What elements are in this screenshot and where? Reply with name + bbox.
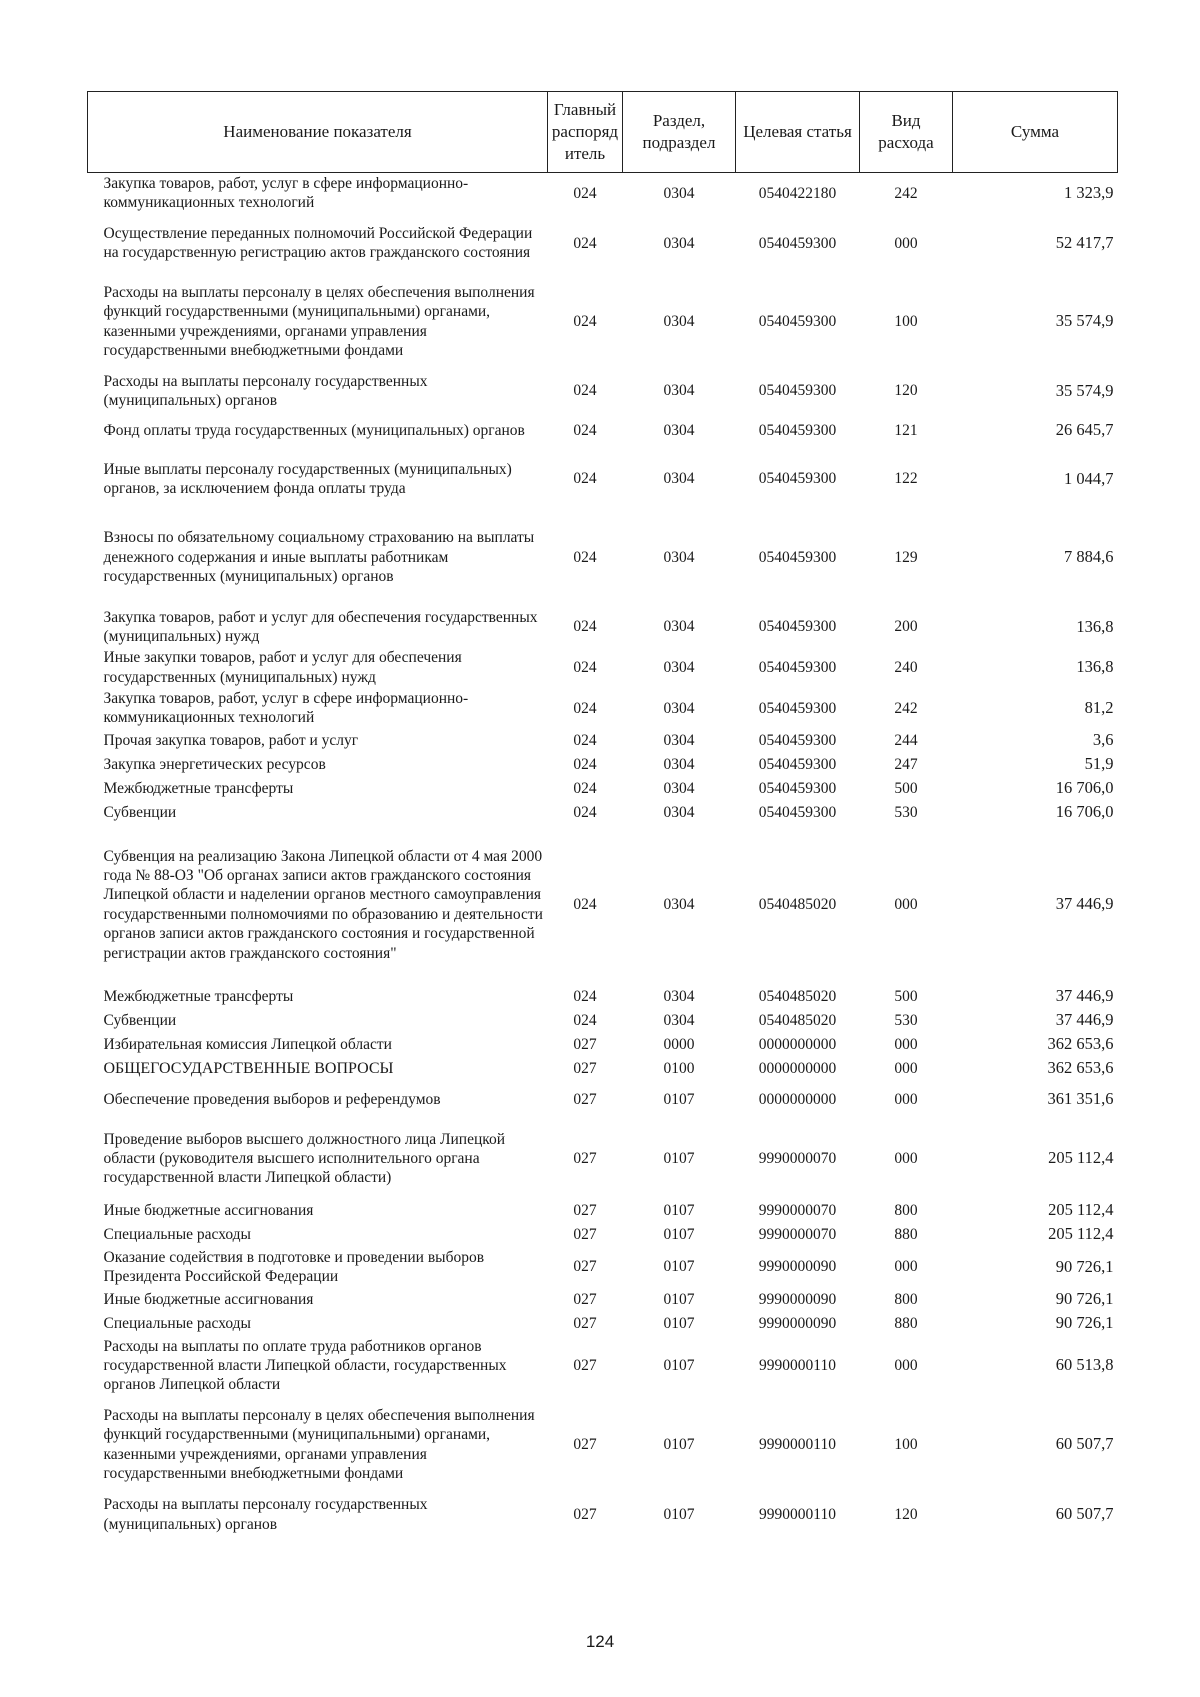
row-chief-administrator: 027 (573, 1356, 597, 1374)
row-name: Иные выплаты персоналу государственных (муниципальных) органов, за исключением фонда оплаты труда (103, 460, 512, 497)
row-section: 0107 (663, 1091, 695, 1109)
row-target-article: 0540459300 (758, 421, 837, 439)
row-expense-type: 242 (894, 699, 918, 717)
row-section: 0107 (663, 1356, 695, 1374)
row-target-article: 0540459300 (758, 313, 837, 331)
row-amount: 1 323,9 (1064, 183, 1114, 203)
table-row (88, 1247, 1118, 1288)
row-amount: 35 574,9 (1055, 380, 1114, 400)
row-expense-type: 242 (894, 184, 918, 202)
row-section: 0304 (663, 382, 695, 400)
table-row (88, 1009, 1118, 1033)
row-target-article: 9990000110 (759, 1435, 836, 1453)
row-name: Расходы на выплаты персоналу государственных (муниципальных) органов (103, 372, 428, 410)
row-amount: 16 706,0 (1055, 802, 1114, 822)
row-target-article: 9990000110 (759, 1356, 836, 1374)
row-name: Оказание содействия в подготовке и проведении выборов Президента Российской Федерации (103, 1248, 485, 1286)
header-rz: Раздел, подраздел (623, 92, 736, 173)
row-chief-administrator: 024 (573, 658, 597, 676)
row-expense-type: 100 (894, 313, 918, 331)
row-amount: 7 884,6 (1064, 547, 1114, 567)
row-target-article: 0540459300 (758, 756, 837, 774)
row-target-article: 0000000000 (758, 1091, 837, 1109)
row-amount: 136,8 (1076, 616, 1114, 636)
row-section: 0304 (663, 313, 695, 331)
row-expense-type: 000 (894, 1091, 918, 1109)
row-amount: 362 653,6 (1047, 1034, 1114, 1054)
row-amount: 35 574,9 (1055, 311, 1114, 331)
row-target-article: 0540459300 (758, 548, 837, 566)
table-header (88, 92, 1118, 173)
header-vr: Вид расхода (860, 92, 953, 173)
row-chief-administrator: 024 (573, 1012, 597, 1030)
row-name: Иные бюджетные ассигнования (103, 1290, 314, 1308)
table-body (88, 173, 1118, 1536)
row-section: 0107 (663, 1290, 695, 1308)
row-chief-administrator: 027 (573, 1202, 597, 1220)
row-amount: 205 112,4 (1048, 1200, 1114, 1220)
table-row (88, 729, 1118, 753)
table-row (88, 607, 1118, 648)
row-target-article: 0540459300 (758, 732, 837, 750)
row-name: Избирательная комиссия Липецкой области (103, 1036, 392, 1054)
table-row (88, 273, 1118, 371)
row-amount: 60 507,7 (1055, 1434, 1114, 1454)
table-row (88, 1312, 1118, 1336)
row-section: 0304 (663, 988, 695, 1006)
row-section: 0304 (663, 1012, 695, 1030)
row-amount: 362 653,6 (1047, 1058, 1114, 1078)
table-row (88, 371, 1118, 412)
row-target-article: 9990000110 (759, 1505, 836, 1523)
row-section: 0304 (663, 234, 695, 252)
row-section: 0000 (663, 1036, 695, 1054)
row-expense-type: 122 (894, 470, 918, 488)
table-row (88, 801, 1118, 825)
row-name: Расходы на выплаты персоналу государственных (муниципальных) органов (103, 1496, 428, 1533)
row-chief-administrator: 027 (573, 1060, 597, 1078)
table-row (88, 1396, 1118, 1494)
row-amount: 37 446,9 (1055, 894, 1114, 914)
row-name: Закупка товаров, работ, услуг в сфере информационно-коммуникационных технологий (103, 175, 469, 212)
row-amount: 361 351,6 (1047, 1089, 1114, 1109)
row-expense-type: 880 (894, 1226, 918, 1244)
row-name: Расходы на выплаты персоналу в целях обеспечения выполнения функций государственными (муниципальными) органами, казенными учреждениями, органами управления государственными внебюджетными фондами (103, 1406, 535, 1482)
row-name: Фонд оплаты труда государственных (муниципальных) органов (103, 421, 525, 439)
row-amount: 81,2 (1084, 698, 1114, 718)
row-section: 0304 (663, 184, 695, 202)
table-row (88, 1057, 1118, 1081)
row-amount: 51,9 (1084, 754, 1114, 774)
row-expense-type: 129 (894, 548, 918, 566)
row-expense-type: 000 (894, 896, 918, 914)
row-amount: 90 726,1 (1055, 1256, 1114, 1276)
row-name: Расходы на выплаты персоналу в целях обеспечения выполнения функций государственными (муниципальными) органами, казенными учреждениями, органами управления государственными внебюджетными фондами (103, 284, 535, 360)
row-chief-administrator: 027 (573, 1091, 597, 1109)
budget-table (87, 91, 1118, 1536)
row-name: Иные бюджетные ассигнования (103, 1202, 314, 1220)
row-section: 0304 (663, 548, 695, 566)
row-expense-type: 000 (894, 1150, 918, 1168)
page-number: 124 (585, 1632, 615, 1651)
row-chief-administrator: 024 (573, 780, 597, 798)
row-chief-administrator: 027 (573, 1150, 597, 1168)
row-section: 0304 (663, 699, 695, 717)
row-expense-type: 500 (894, 780, 918, 798)
row-chief-administrator: 024 (573, 804, 597, 822)
row-section: 0304 (663, 804, 695, 822)
row-name: Иные закупки товаров, работ и услуг для обеспечения государственных (муниципальных) нужд (103, 649, 462, 686)
table-row (88, 1199, 1118, 1223)
row-section: 0304 (663, 896, 695, 914)
row-name: Специальные расходы (103, 1314, 251, 1332)
table-row (88, 825, 1118, 985)
table-row (88, 450, 1118, 509)
row-amount: 60 513,8 (1055, 1355, 1114, 1375)
row-chief-administrator: 024 (573, 732, 597, 750)
table-row (88, 753, 1118, 777)
row-expense-type: 000 (894, 1036, 918, 1054)
row-name: Межбюджетные трансферты (103, 780, 294, 798)
row-name: Субвенция на реализацию Закона Липецкой области от 4 мая 2000 года № 88-ОЗ "Об органах записи актов гражданского состояния Липецкой области и наделении органов местного самоуправления государственными полномочиями по образованию и деятельности органов записи актов гражданского состояния и государственной регистрации актов гражданского состояния" (103, 847, 543, 962)
row-expense-type: 880 (894, 1314, 918, 1332)
row-name: Расходы на выплаты по оплате труда работников органов государственной власти Липецкой области, государственных органов Липецкой области (103, 1337, 507, 1394)
header-name: Наименование показателя (88, 92, 548, 173)
row-section: 0100 (663, 1060, 695, 1078)
row-target-article: 0000000000 (758, 1060, 837, 1078)
header-sum: Сумма (953, 92, 1118, 173)
row-amount: 52 417,7 (1055, 232, 1114, 252)
row-name: Осуществление переданных полномочий Российской Федерации на государственную регистрацию актов гражданского состояния (103, 224, 533, 262)
row-amount: 205 112,4 (1048, 1148, 1114, 1168)
row-name: Межбюджетные трансферты (103, 988, 294, 1006)
row-expense-type: 100 (894, 1435, 918, 1453)
row-chief-administrator: 027 (573, 1290, 597, 1308)
row-section: 0107 (663, 1435, 695, 1453)
row-amount: 60 507,7 (1055, 1504, 1114, 1524)
row-expense-type: 800 (894, 1290, 918, 1308)
row-name: Обеспечение проведения выборов и референдумов (103, 1091, 441, 1109)
row-name: Проведение выборов высшего должностного лица Липецкой области (руководителя высшего исполнительного органа государственной власти Липецкой области) (103, 1130, 506, 1187)
row-target-article: 0540459300 (758, 618, 837, 636)
row-amount: 205 112,4 (1048, 1224, 1114, 1244)
row-target-article: 0540485020 (758, 1012, 837, 1030)
table-row (88, 1288, 1118, 1312)
row-amount: 3,6 (1092, 730, 1114, 750)
row-chief-administrator: 027 (573, 1036, 597, 1054)
table-row (88, 1119, 1118, 1199)
row-chief-administrator: 024 (573, 896, 597, 914)
row-target-article: 0540459300 (758, 470, 837, 488)
table-row (88, 1033, 1118, 1057)
table-row (88, 173, 1118, 214)
row-name: Закупка товаров, работ, услуг в сфере информационно-коммуникационных технологий (103, 690, 469, 727)
table-row (88, 509, 1118, 607)
row-chief-administrator: 024 (573, 756, 597, 774)
row-chief-administrator: 024 (573, 618, 597, 636)
row-name: Субвенции (103, 804, 177, 822)
header-gr: Главный распоряд итель (548, 92, 623, 173)
row-section: 0304 (663, 658, 695, 676)
row-chief-administrator: 027 (573, 1226, 597, 1244)
row-section: 0304 (663, 780, 695, 798)
row-expense-type: 000 (894, 234, 918, 252)
row-target-article: 0540459300 (758, 658, 837, 676)
row-section: 0107 (663, 1202, 695, 1220)
row-target-article: 9990000090 (758, 1258, 837, 1276)
row-expense-type: 121 (894, 421, 918, 439)
table-row (88, 412, 1118, 450)
row-chief-administrator: 024 (573, 988, 597, 1006)
row-target-article: 0540485020 (758, 988, 837, 1006)
row-expense-type: 530 (894, 804, 918, 822)
table-row (88, 1081, 1118, 1119)
row-target-article: 9990000070 (758, 1150, 837, 1168)
row-section: 0107 (663, 1226, 695, 1244)
row-section: 0107 (663, 1505, 695, 1523)
row-expense-type: 000 (894, 1356, 918, 1374)
row-chief-administrator: 027 (573, 1258, 597, 1276)
row-expense-type: 120 (894, 1505, 918, 1523)
row-chief-administrator: 027 (573, 1505, 597, 1523)
row-expense-type: 240 (894, 658, 918, 676)
row-expense-type: 000 (894, 1060, 918, 1078)
row-expense-type: 200 (894, 618, 918, 636)
row-target-article: 0540422180 (758, 184, 837, 202)
row-expense-type: 244 (894, 732, 918, 750)
row-target-article: 9990000090 (758, 1314, 837, 1332)
row-section: 0107 (663, 1150, 695, 1168)
row-name: Взносы по обязательному социальному страхованию на выплаты денежного содержания и иные выплаты работникам государственных (муниципальных) органов (103, 529, 535, 586)
table-row (88, 777, 1118, 801)
row-expense-type: 530 (894, 1012, 918, 1030)
table-row (88, 1223, 1118, 1247)
row-name: Специальные расходы (103, 1226, 251, 1244)
row-amount: 136,8 (1076, 657, 1114, 677)
row-chief-administrator: 024 (573, 699, 597, 717)
row-target-article: 0540459300 (758, 780, 837, 798)
header-cs: Целевая статья (736, 92, 860, 173)
row-chief-administrator: 024 (573, 313, 597, 331)
row-name: Закупка товаров, работ и услуг для обеспечения государственных (муниципальных) нужд (103, 608, 538, 645)
row-section: 0107 (663, 1258, 695, 1276)
table-row (88, 647, 1118, 688)
row-target-article: 0540485020 (758, 896, 837, 914)
row-chief-administrator: 024 (573, 234, 597, 252)
row-target-article: 0000000000 (758, 1036, 837, 1054)
row-amount: 26 645,7 (1055, 420, 1114, 440)
row-target-article: 9990000070 (758, 1202, 837, 1220)
table-row (88, 1336, 1118, 1396)
row-section: 0107 (663, 1314, 695, 1332)
row-target-article: 9990000090 (758, 1290, 837, 1308)
row-chief-administrator: 027 (573, 1314, 597, 1332)
row-amount: 16 706,0 (1055, 778, 1114, 798)
table-row (88, 214, 1118, 273)
row-section: 0304 (663, 470, 695, 488)
row-section: 0304 (663, 421, 695, 439)
row-chief-administrator: 024 (573, 470, 597, 488)
row-amount: 37 446,9 (1055, 986, 1114, 1006)
row-target-article: 0540459300 (758, 699, 837, 717)
table-row (88, 985, 1118, 1009)
row-target-article: 0540459300 (758, 234, 837, 252)
row-expense-type: 000 (894, 1258, 918, 1276)
row-name: ОБЩЕГОСУДАРСТВЕННЫЕ ВОПРОСЫ (103, 1059, 394, 1077)
row-amount: 90 726,1 (1055, 1313, 1114, 1333)
row-target-article: 0540459300 (758, 804, 837, 822)
row-expense-type: 247 (894, 756, 918, 774)
row-section: 0304 (663, 756, 695, 774)
row-chief-administrator: 024 (573, 184, 597, 202)
row-chief-administrator: 027 (573, 1435, 597, 1453)
row-chief-administrator: 024 (573, 421, 597, 439)
row-section: 0304 (663, 618, 695, 636)
row-name: Субвенции (103, 1012, 177, 1030)
row-chief-administrator: 024 (573, 382, 597, 400)
table-row (88, 1494, 1118, 1536)
row-amount: 37 446,9 (1055, 1010, 1114, 1030)
row-target-article: 9990000070 (758, 1226, 837, 1244)
row-section: 0304 (663, 732, 695, 750)
row-expense-type: 120 (894, 382, 918, 400)
row-expense-type: 800 (894, 1202, 918, 1220)
row-chief-administrator: 024 (573, 548, 597, 566)
row-target-article: 0540459300 (758, 382, 837, 400)
row-name: Прочая закупка товаров, работ и услуг (103, 732, 359, 750)
table-row (88, 688, 1118, 729)
row-name: Закупка энергетических ресурсов (103, 756, 326, 774)
row-expense-type: 500 (894, 988, 918, 1006)
row-amount: 1 044,7 (1064, 468, 1114, 488)
row-amount: 90 726,1 (1055, 1289, 1114, 1309)
